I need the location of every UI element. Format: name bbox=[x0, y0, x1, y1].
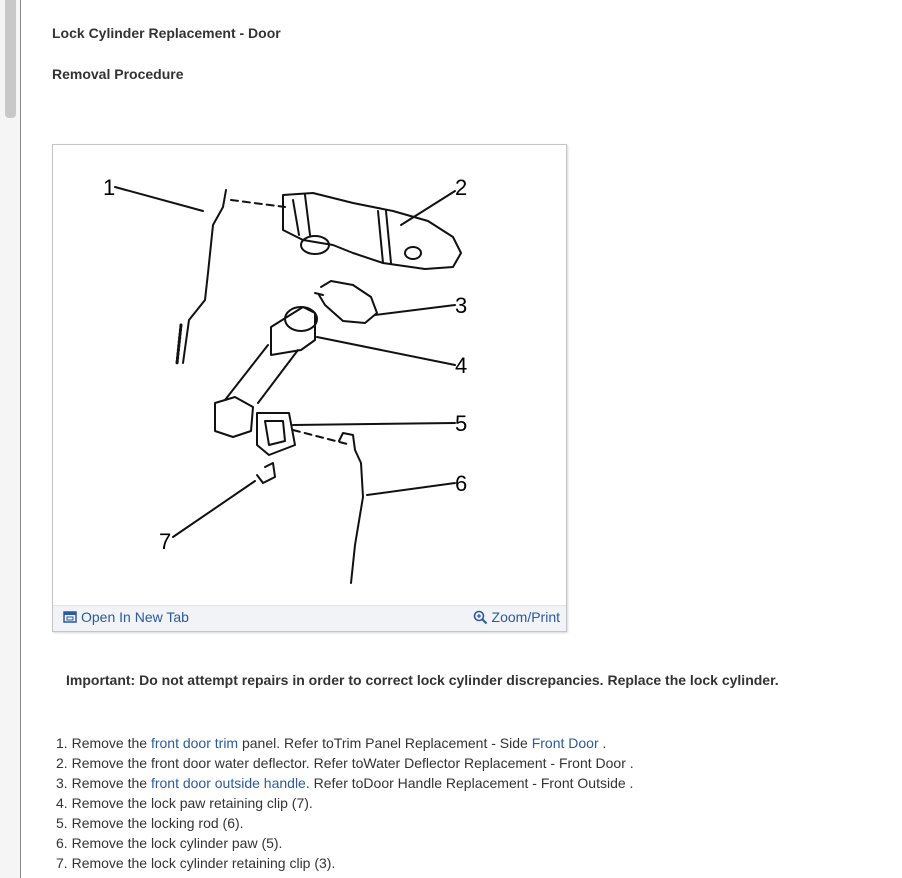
zoom-print-link[interactable] bbox=[473, 609, 560, 625]
front-door-link[interactable]: Front Door bbox=[531, 735, 599, 751]
callout-2: 2 bbox=[455, 175, 468, 200]
list-item: 4. Remove the lock paw retaining clip (7). bbox=[56, 795, 313, 811]
zoom-print-label: Zoom/Print bbox=[491, 609, 560, 625]
callout-7: 7 bbox=[159, 529, 172, 554]
list-item: 3. Remove the front door outside handle. Refer toDoor Handle Replacement - Front Outside . bbox=[56, 775, 634, 791]
open-in-new-tab-link[interactable] bbox=[63, 609, 189, 625]
list-item: 7. Remove the lock cylinder retaining clip (3). bbox=[56, 855, 336, 871]
open-tab-icon bbox=[63, 611, 77, 623]
list-item: 2. Remove the front door water deflector. Refer toWater Deflector Replacement - Front Door . bbox=[56, 755, 634, 771]
lock-cylinder-shape bbox=[271, 307, 315, 355]
callout-6: 6 bbox=[455, 471, 468, 496]
front-door-trim-link[interactable]: front door trim bbox=[150, 735, 239, 751]
paw-clip-shape bbox=[257, 463, 275, 483]
locking-rod-shape bbox=[339, 433, 363, 583]
page-title: Lock Cylinder Replacement - Door bbox=[52, 25, 281, 41]
figure-container bbox=[52, 144, 567, 632]
callout-4: 4 bbox=[455, 353, 468, 378]
callout-3: 3 bbox=[455, 293, 468, 318]
scrollbar-thumb[interactable] bbox=[5, 0, 16, 118]
list-item: 6. Remove the lock cylinder paw (5). bbox=[56, 835, 283, 851]
callout-1: 1 bbox=[103, 175, 116, 200]
figure-toolbar bbox=[53, 605, 566, 631]
lock-cylinder-diagram bbox=[53, 145, 566, 605]
callout-5: 5 bbox=[455, 411, 468, 436]
procedure-steps bbox=[56, 733, 634, 873]
list-item: 5. Remove the locking rod (6). bbox=[56, 815, 244, 831]
section-heading: Removal Procedure bbox=[52, 66, 184, 82]
important-note: Important: Do not attempt repairs in order to correct lock cylinder discrepancies. Replace the lock cylinder. bbox=[66, 672, 779, 688]
front-door-outside-handle-link[interactable]: front door outside handle bbox=[150, 775, 306, 791]
list-item: 1. Remove the front door trim panel. Refer toTrim Panel Replacement - Side Front Door . bbox=[56, 735, 607, 751]
lock-rod-shape bbox=[183, 190, 226, 363]
lock-paw-shape bbox=[215, 397, 253, 437]
magnifier-icon bbox=[473, 610, 488, 625]
retaining-clip-shape bbox=[319, 281, 377, 323]
open-in-new-tab-label: Open In New Tab bbox=[81, 609, 189, 625]
scrollbar-track[interactable] bbox=[0, 0, 21, 878]
